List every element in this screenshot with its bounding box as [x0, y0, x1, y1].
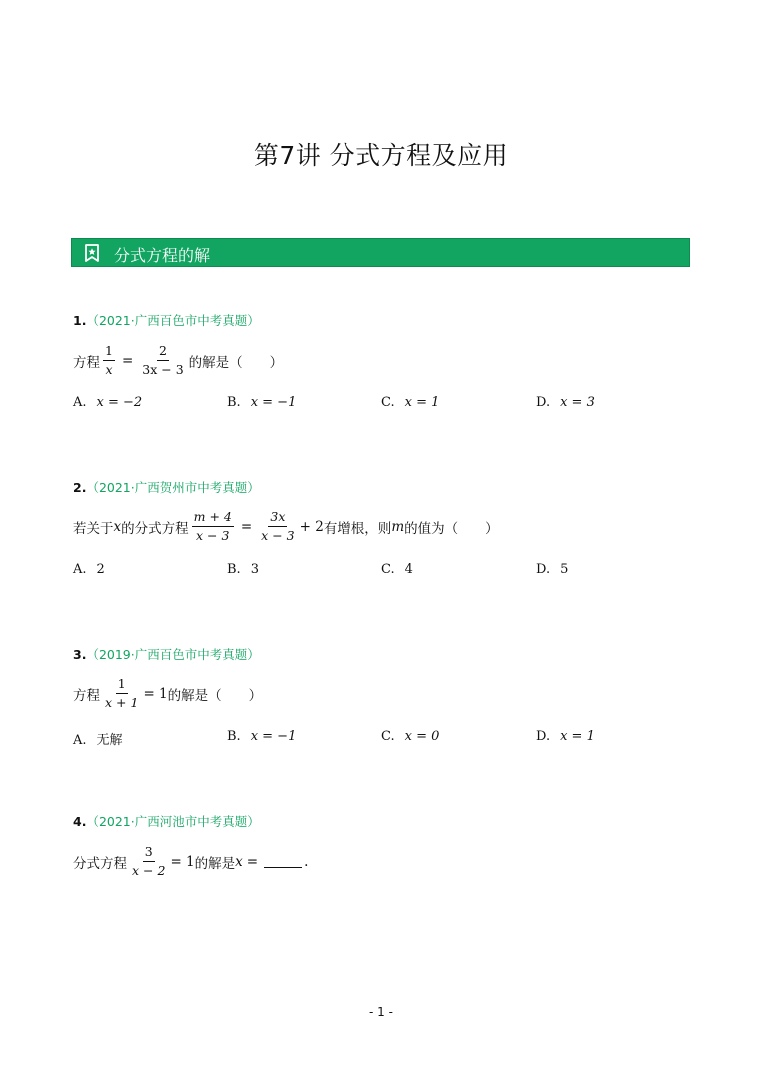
- option-letter: C.: [381, 562, 395, 577]
- denominator: x − 3: [196, 528, 230, 543]
- variable: x: [235, 853, 243, 870]
- source-tag: （2019·广西百色市中考真题）: [86, 647, 260, 662]
- stem-text: 方程: [73, 354, 100, 371]
- option-b[interactable]: [227, 562, 259, 577]
- option-d[interactable]: [536, 395, 595, 410]
- answer-blank[interactable]: [264, 855, 302, 868]
- denominator: 3x − 3: [142, 362, 184, 377]
- option-text: 4: [404, 562, 413, 577]
- question-source: [73, 311, 260, 329]
- option-text: x = 3: [560, 395, 595, 410]
- question-number: 1.: [73, 313, 87, 328]
- source-tag: （2021·广西贺州市中考真题）: [86, 480, 260, 495]
- option-letter: A.: [73, 562, 87, 577]
- option-c[interactable]: [381, 395, 439, 410]
- option-c[interactable]: [381, 562, 413, 577]
- fraction: [103, 343, 115, 378]
- right-hand-side: = 1: [170, 853, 195, 870]
- bookmark-star-icon: [84, 244, 100, 262]
- option-text: x = −1: [250, 395, 297, 410]
- option-letter: D.: [536, 395, 551, 410]
- stem-text: 的解是: [194, 855, 236, 872]
- option-a[interactable]: [73, 395, 142, 410]
- question-number: 4.: [73, 814, 87, 829]
- section-header: [71, 238, 690, 267]
- fraction: [103, 676, 140, 711]
- stem-text: 的分式方程: [121, 520, 189, 537]
- option-text: 5: [560, 562, 569, 577]
- option-b[interactable]: [227, 729, 296, 744]
- option-letter: D.: [536, 562, 551, 577]
- denominator: x: [105, 362, 113, 377]
- denominator: x − 2: [132, 863, 166, 878]
- source-tag: （2021·广西百色市中考真题）: [86, 313, 260, 328]
- option-letter: C.: [381, 729, 395, 744]
- equals-sign: =: [246, 853, 259, 870]
- option-text: x = 1: [404, 395, 440, 410]
- numerator: 2: [157, 343, 169, 361]
- option-c[interactable]: [381, 729, 439, 744]
- numerator: m + 4: [192, 509, 234, 527]
- question-stem: [73, 676, 262, 711]
- page-title: 第7讲 分式方程及应用: [253, 141, 509, 170]
- option-letter: B.: [227, 562, 241, 577]
- option-text: 无解: [96, 733, 123, 748]
- right-hand-side: = 1: [143, 685, 168, 702]
- stem-text: 的解是（ ）: [167, 687, 263, 704]
- question-source: [73, 812, 260, 830]
- numerator: 1: [103, 343, 115, 361]
- stem-text: 的解是（ ）: [188, 354, 284, 371]
- option-text: 3: [250, 562, 259, 577]
- denominator: x + 1: [105, 695, 139, 710]
- numerator: 1: [116, 676, 128, 694]
- option-a[interactable]: [73, 729, 123, 748]
- plus-term: + 2: [299, 518, 324, 535]
- option-letter: D.: [536, 729, 551, 744]
- option-text: x = 0: [404, 729, 440, 744]
- option-b[interactable]: [227, 395, 296, 410]
- option-a[interactable]: [73, 562, 105, 577]
- question-source: [73, 478, 260, 496]
- question-stem: [73, 844, 308, 879]
- option-letter: A.: [73, 733, 87, 748]
- option-letter: B.: [227, 729, 241, 744]
- variable: m: [391, 518, 405, 535]
- equals-sign: =: [240, 518, 253, 535]
- source-tag: （2021·广西河池市中考真题）: [86, 814, 260, 829]
- option-d[interactable]: [536, 729, 595, 744]
- stem-text: 方程: [73, 687, 100, 704]
- fraction: [192, 509, 234, 544]
- fraction: [259, 509, 296, 544]
- question-stem: [73, 343, 283, 378]
- option-letter: B.: [227, 395, 241, 410]
- option-text: 2: [96, 562, 105, 577]
- option-letter: A.: [73, 395, 87, 410]
- question-number: 3.: [73, 647, 87, 662]
- variable: x: [113, 518, 122, 535]
- option-text: x = 1: [560, 729, 595, 744]
- numerator: 3x: [268, 509, 287, 527]
- option-text: x = −1: [250, 729, 297, 744]
- option-letter: C.: [381, 395, 395, 410]
- numerator: 3: [143, 844, 155, 862]
- fraction: [130, 844, 167, 879]
- section-title: 分式方程的解: [114, 246, 211, 265]
- option-d[interactable]: [536, 562, 568, 577]
- stem-text: 若关于: [73, 520, 114, 537]
- page-number: - 1 -: [369, 1005, 393, 1019]
- stem-text: 的值为（ ）: [404, 520, 499, 537]
- question-source: [73, 645, 260, 663]
- option-text: x = −2: [96, 395, 143, 410]
- denominator: x − 3: [261, 528, 295, 543]
- fraction: [140, 343, 185, 378]
- equals-sign: =: [121, 352, 134, 369]
- question-number: 2.: [73, 480, 87, 495]
- stem-text: 分式方程: [73, 855, 127, 872]
- stem-text: 有增根，则: [323, 520, 392, 537]
- stem-end: .: [304, 853, 309, 870]
- question-stem: [73, 509, 499, 544]
